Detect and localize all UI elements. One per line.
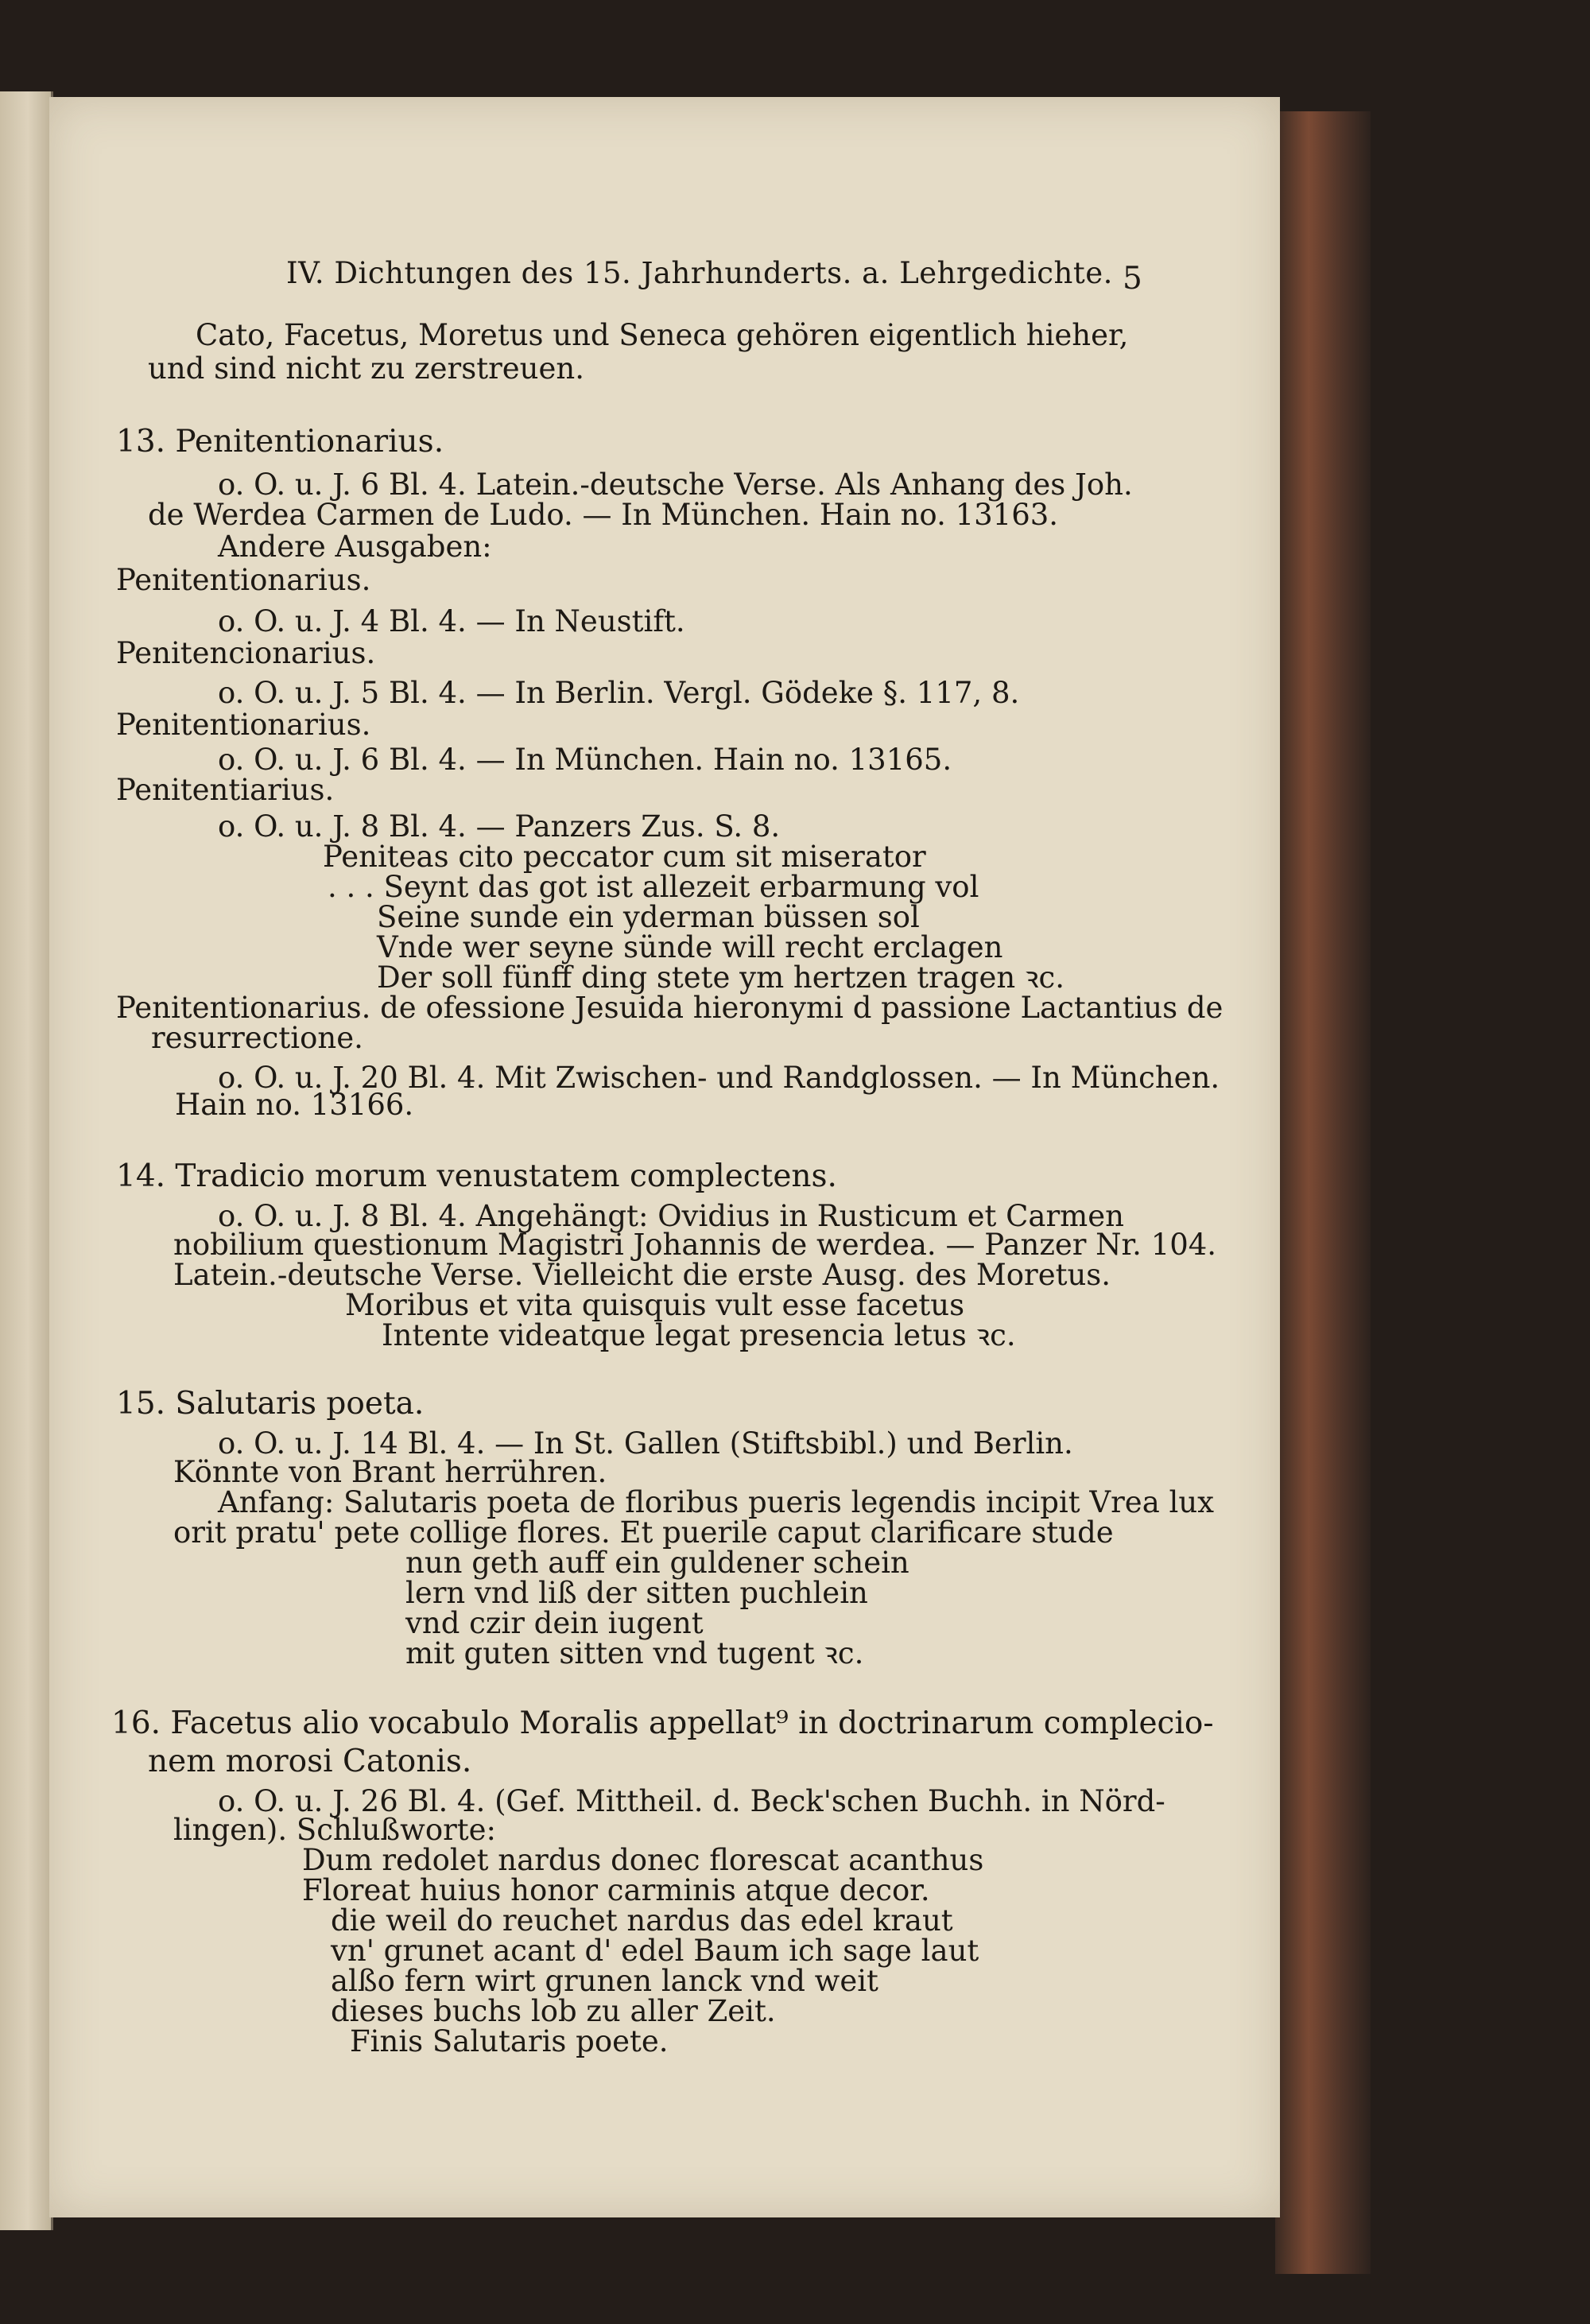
text-line: Hain no. 13166. (175, 1088, 414, 1122)
entry-title: 13. Penitentionarius. (116, 424, 444, 460)
verse-line: Peniteas cito peccator cum sit miserator (323, 840, 926, 874)
text-line: nobilium questionum Magistri Johannis de werdea. — Panzer Nr. 104. (173, 1228, 1217, 1262)
verse-line: Moribus et vita quisquis vult esse facetus (345, 1288, 965, 1322)
text-line: Latein.-deutsche Verse. Vielleicht die erste Ausg. des Moretus. (173, 1258, 1111, 1292)
text-line: Könnte von Brant herrühren. (173, 1455, 607, 1489)
text-line: orit pratu' pete collige flores. Et puerile caput clarificare stude (173, 1515, 1114, 1550)
text-line: Cato, Facetus, Moretus und Seneca gehören eigentlich hieher, (196, 318, 1129, 352)
text-line: o. O. u. J. 8 Bl. 4. Angehängt: Ovidius in Rusticum et Carmen (218, 1199, 1124, 1233)
text-line: de Werdea Carmen de Ludo. — In München. Hain no. 13163. (148, 498, 1059, 532)
page-number: 5 (1123, 261, 1142, 297)
verse-line: alßo fern wirt grunen lanck vnd weit (331, 1964, 878, 1998)
entry-title: nem morosi Catonis. (148, 1744, 472, 1779)
verse-line: dieses buchs lob zu aller Zeit. (331, 1994, 776, 2028)
book-cover-edge (1275, 111, 1371, 2274)
verse-line: Floreat huius honor carminis atque decor. (302, 1873, 930, 1907)
verse-line: Seine sunde ein yderman büssen sol (377, 900, 920, 934)
text-line: Penitentionarius. de ofessione Jesuida hieronymi d passione Lactantius de (116, 991, 1224, 1025)
text-line: o. O. u. J. 14 Bl. 4. — In St. Gallen (Stiftsbibl.) und Berlin. (218, 1426, 1073, 1461)
verse-line: vnd czir dein iugent (405, 1606, 704, 1640)
text-line: o. O. u. J. 8 Bl. 4. — Panzers Zus. S. 8. (218, 809, 781, 844)
verse-line: Intente videatque legat presencia letus ꝛc. (382, 1318, 1016, 1352)
text-line: o. O. u. J. 6 Bl. 4. Latein.-deutsche Verse. Als Anhang des Joh. (218, 468, 1133, 502)
text-line: Andere Ausgaben: (218, 530, 492, 564)
previous-page-edge (0, 91, 53, 2230)
verse-line: vn' grunet acant d' edel Baum ich sage laut (331, 1934, 979, 1968)
text-line: und sind nicht zu zerstreuen. (148, 351, 584, 386)
text-line: o. O. u. J. 5 Bl. 4. — In Berlin. Vergl. Gödeke §. 117, 8. (218, 676, 1020, 710)
text-line: Penitentionarius. (116, 708, 371, 742)
verse-line: nun geth auff ein guldener schein (405, 1546, 909, 1580)
text-line: Anfang: Salutaris poeta de floribus pueris legendis incipit Vrea lux (218, 1485, 1215, 1519)
text-line: o. O. u. J. 6 Bl. 4. — In München. Hain no. 13165. (218, 743, 952, 777)
text-line: o. O. u. J. 26 Bl. 4. (Gef. Mittheil. d. Beck'schen Buchh. in Nörd- (218, 1784, 1165, 1818)
verse-line: die weil do reuchet nardus das edel kraut (331, 1903, 953, 1938)
text-line: Penitentionarius. (116, 563, 371, 597)
text-line: Penitencionarius. (116, 636, 376, 670)
verse-line: mit guten sitten vnd tugent ꝛc. (405, 1636, 864, 1670)
verse-line: Finis Salutaris poete. (350, 2024, 669, 2058)
entry-title: 14. Tradicio morum venustatem complectens. (116, 1158, 837, 1194)
text-line: Penitentiarius. (116, 773, 335, 807)
verse-line: Der soll fünff ding stete ym hertzen tragen ꝛc. (377, 960, 1065, 995)
running-head: IV. Dichtungen des 15. Jahrhunderts. a. Lehrgedichte. (286, 256, 1113, 290)
text-line: o. O. u. J. 4 Bl. 4. — In Neustift. (218, 604, 685, 638)
text-line: o. O. u. J. 20 Bl. 4. Mit Zwischen- und Randglossen. — In München. (218, 1061, 1220, 1095)
entry-title: 15. Salutaris poeta. (116, 1386, 425, 1422)
verse-line: lern vnd liß der sitten puchlein (405, 1576, 868, 1610)
text-line: resurrectione. (151, 1021, 363, 1055)
entry-title: 16. Facetus alio vocabulo Moralis appellat⁹ in doctrinarum complecio- (111, 1705, 1214, 1741)
text-line: lingen). Schlußworte: (173, 1813, 497, 1847)
verse-line: Vnde wer seyne sünde will recht erclagen (377, 930, 1003, 964)
verse-line: . . . Seynt das got ist allezeit erbarmung vol (328, 870, 979, 904)
verse-line: Dum redolet nardus donec florescat acanthus (302, 1843, 984, 1877)
